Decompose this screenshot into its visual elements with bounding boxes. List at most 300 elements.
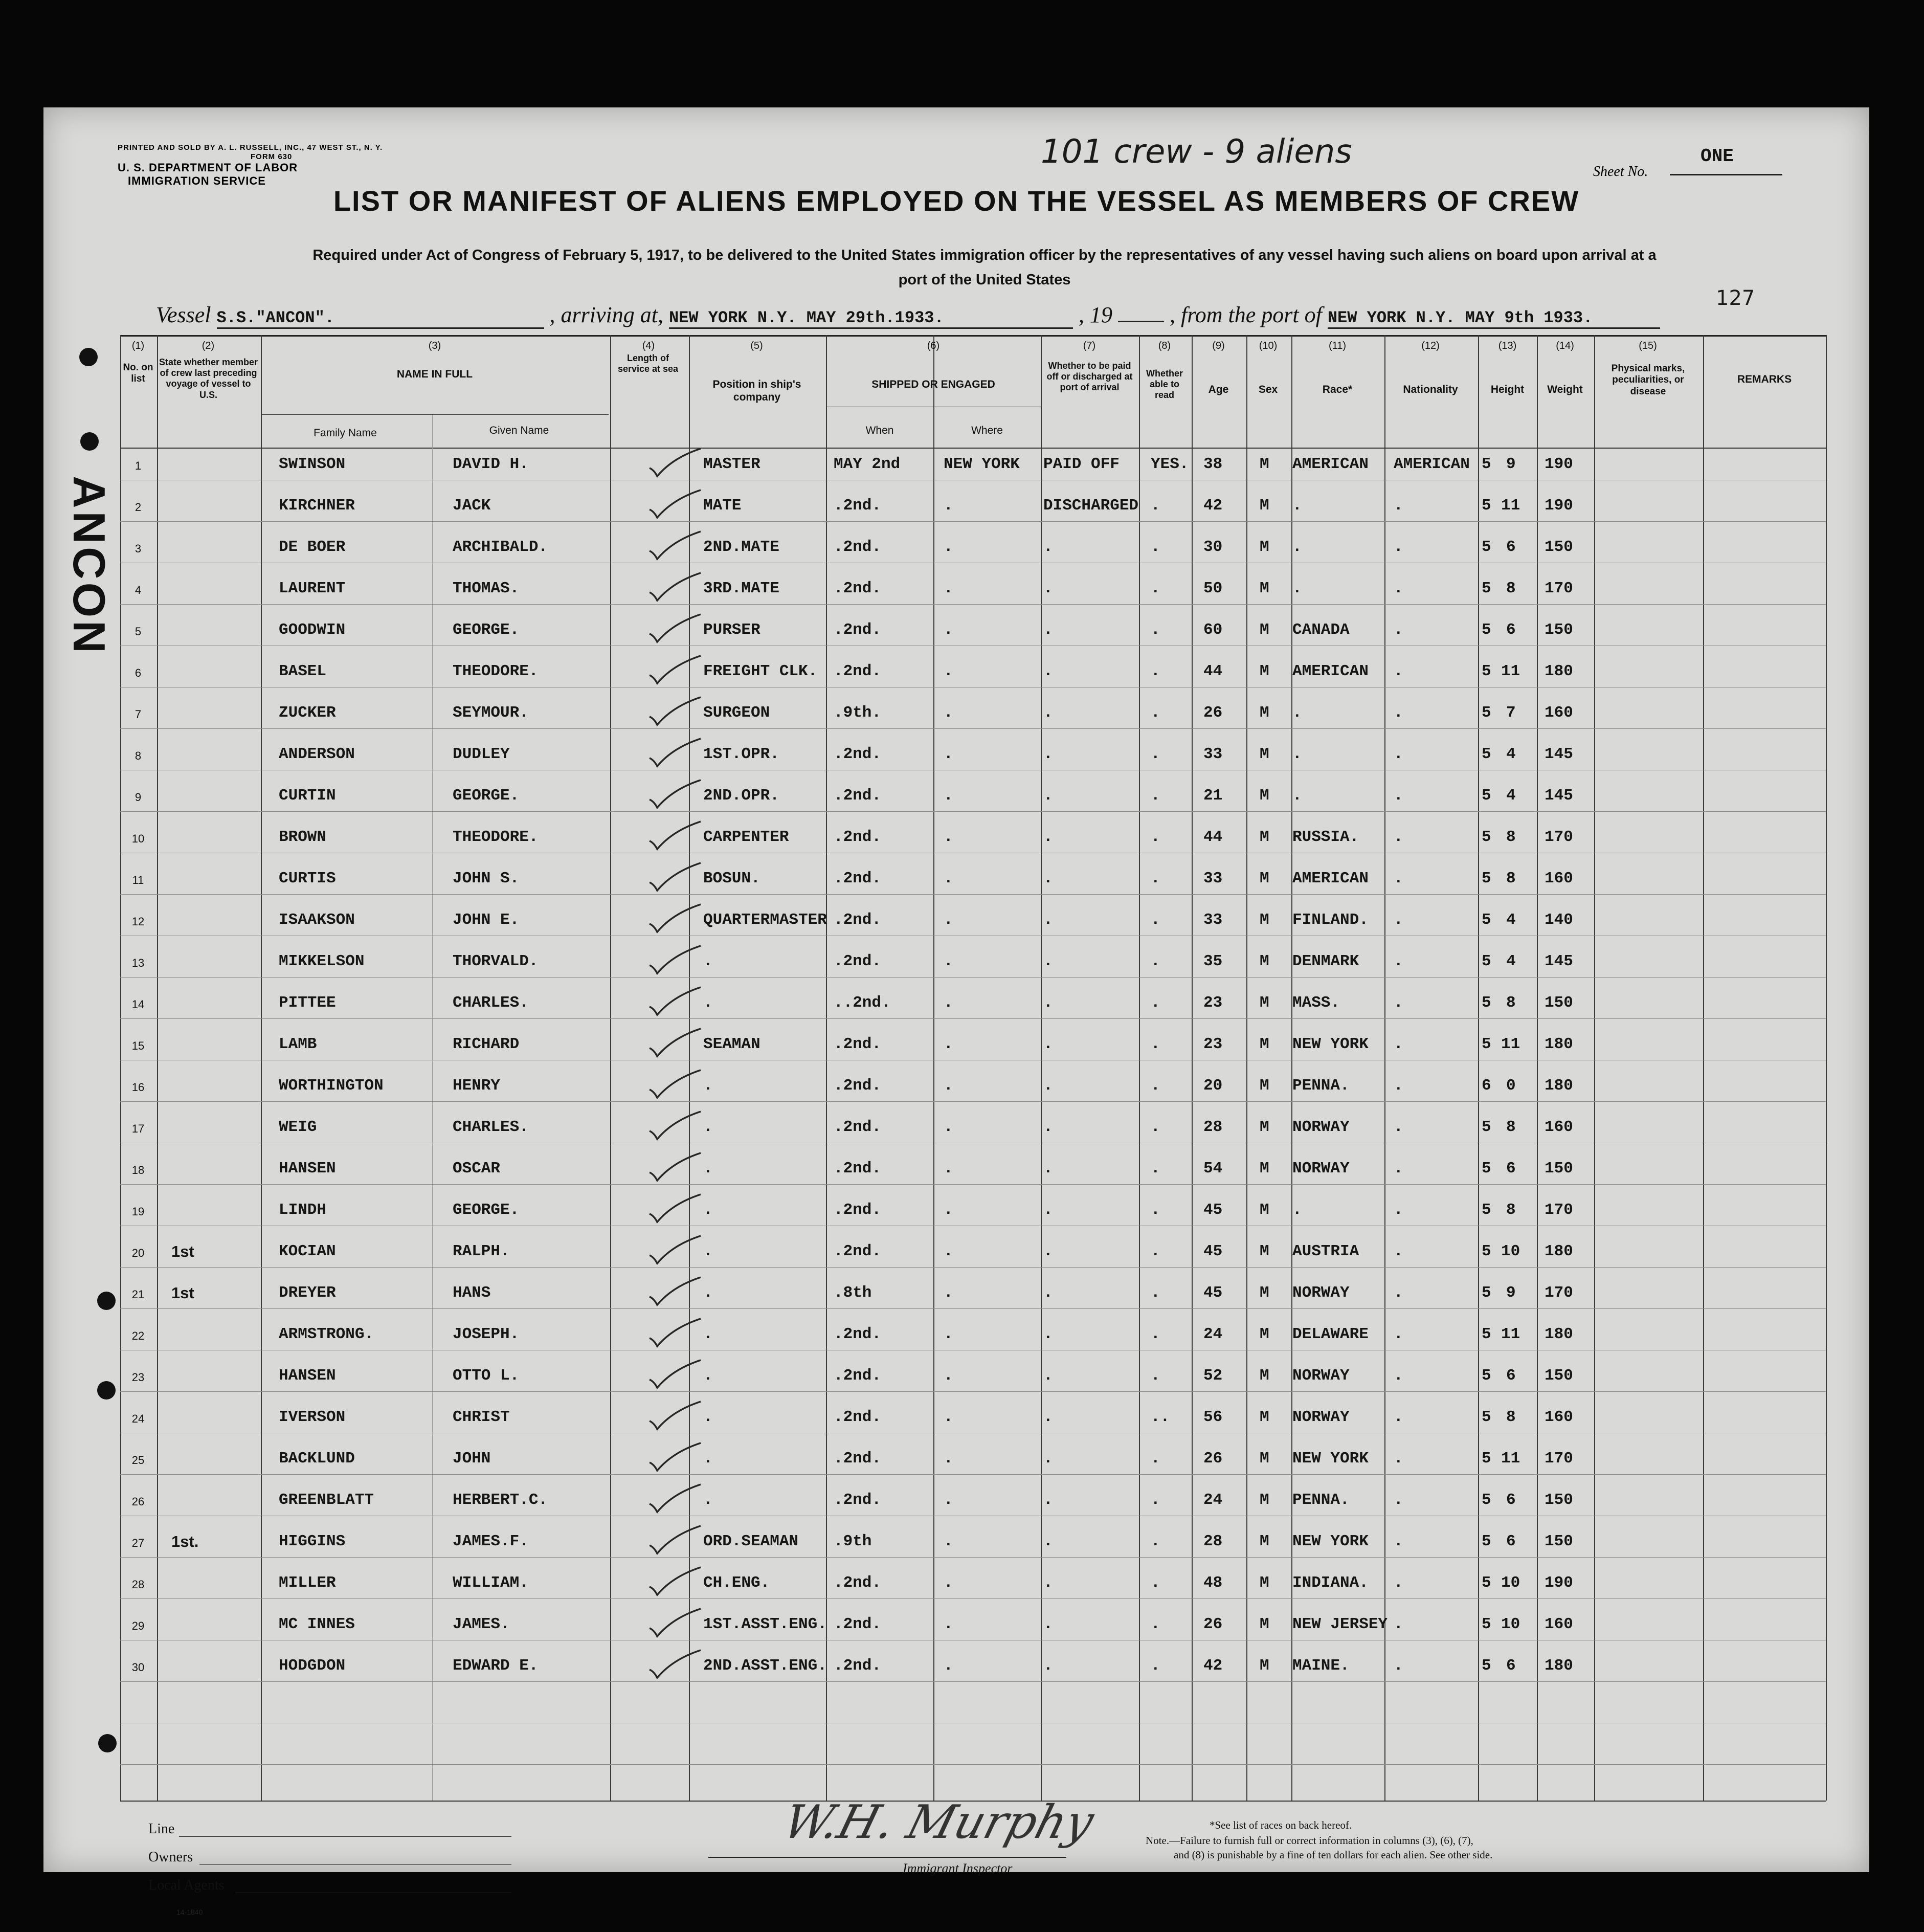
paid-off-cell: .: [1043, 1201, 1053, 1219]
height-feet-cell: 5: [1482, 1491, 1491, 1509]
height-feet-cell: 5: [1482, 538, 1491, 556]
able-to-read-cell: .: [1151, 745, 1160, 763]
able-to-read-cell: .: [1151, 1284, 1160, 1302]
height-inches-cell: 11: [1501, 662, 1520, 680]
nationality-cell: .: [1394, 662, 1403, 680]
height-feet-cell: 5: [1482, 621, 1491, 639]
shipped-where-cell: .: [944, 1450, 953, 1468]
age-cell: 45: [1203, 1284, 1223, 1302]
shipped-where-cell: .: [944, 1284, 953, 1302]
height-inches-cell: 11: [1501, 1035, 1520, 1053]
check-mark-icon: [647, 1235, 703, 1265]
check-mark-icon: [647, 1608, 703, 1638]
age-cell: 24: [1203, 1491, 1223, 1509]
row-number: 28: [131, 1578, 145, 1591]
shipped-where-cell: .: [944, 911, 953, 929]
height-feet-cell: 5: [1482, 994, 1491, 1012]
col-number: (11): [1328, 340, 1347, 351]
family-name-cell: HANSEN: [279, 1160, 336, 1178]
race-cell: NORWAY: [1292, 1284, 1350, 1302]
able-to-read-cell: YES.: [1151, 455, 1189, 473]
race-cell: .: [1292, 1201, 1302, 1219]
col-number: (2): [202, 340, 215, 351]
height-feet-cell: 5: [1482, 952, 1491, 970]
shipped-when-cell: .2nd.: [834, 662, 882, 680]
year-label: , 19: [1078, 302, 1112, 327]
weight-cell: 170: [1545, 1201, 1573, 1219]
row-number: 24: [131, 1412, 145, 1425]
height-inches-cell: 8: [1506, 1118, 1516, 1136]
height-inches-cell: 6: [1506, 1367, 1516, 1385]
able-to-read-cell: .: [1151, 1615, 1160, 1633]
col-heading-remarks: REMARKS: [1737, 373, 1792, 385]
shipped-where-cell: .: [944, 1242, 953, 1260]
check-mark-icon: [647, 1276, 703, 1307]
given-name-cell: DAVID H.: [453, 455, 529, 473]
row-number: 29: [131, 1619, 145, 1632]
shipped-when-cell: .2nd.: [834, 1367, 882, 1385]
paid-off-cell: .: [1043, 1118, 1053, 1136]
family-name-cell: LINDH: [279, 1201, 327, 1219]
family-name-cell: GOODWIN: [279, 621, 346, 639]
row-number: 16: [131, 1081, 145, 1094]
check-mark-icon: [647, 1442, 703, 1473]
able-to-read-cell: .: [1151, 662, 1160, 680]
col-heading-sex: Sex: [1258, 384, 1278, 395]
able-to-read-cell: .: [1151, 994, 1160, 1012]
height-inches-cell: 4: [1506, 745, 1516, 763]
height-feet-cell: 5: [1482, 745, 1491, 763]
paid-off-cell: PAID OFF: [1043, 455, 1120, 473]
sheet-label: Sheet No.: [1593, 164, 1648, 180]
nationality-cell: .: [1394, 1574, 1403, 1592]
able-to-read-cell: .: [1151, 1201, 1160, 1219]
check-mark-icon: [647, 945, 703, 975]
height-feet-cell: 5: [1482, 1657, 1491, 1675]
paid-off-cell: .: [1043, 662, 1053, 680]
family-name-cell: ZUCKER: [279, 704, 336, 722]
paid-off-cell: .: [1043, 1533, 1053, 1550]
sex-cell: M: [1260, 1035, 1269, 1053]
able-to-read-cell: .: [1151, 1118, 1160, 1136]
row-number: 1: [135, 459, 142, 472]
col-number: (10): [1259, 340, 1278, 351]
row-number: 5: [135, 625, 142, 638]
given-name-cell: HENRY: [453, 1077, 501, 1095]
race-cell: NEW JERSEY: [1292, 1615, 1388, 1633]
height-feet-cell: 5: [1482, 1284, 1491, 1302]
nationality-cell: .: [1394, 1242, 1403, 1260]
nationality-cell: .: [1394, 538, 1403, 556]
height-feet-cell: 5: [1482, 1160, 1491, 1178]
position-cell: .: [703, 1408, 713, 1426]
position-cell: .: [703, 1450, 713, 1468]
height-inches-cell: 6: [1506, 621, 1516, 639]
fine-note: Note.—Failure to furnish full or correct information in columns (3), (6), (7),: [1146, 1834, 1473, 1847]
able-to-read-cell: .: [1151, 1450, 1160, 1468]
sex-cell: M: [1260, 911, 1269, 929]
sex-cell: M: [1260, 952, 1269, 970]
race-cell: NORWAY: [1292, 1367, 1350, 1385]
shipped-where-cell: .: [944, 538, 953, 556]
shipped-where-cell: .: [944, 1574, 953, 1592]
height-feet-cell: 5: [1482, 455, 1491, 473]
row-number: 9: [135, 791, 142, 804]
shipped-when-cell: .2nd.: [834, 1118, 882, 1136]
sex-cell: M: [1260, 1574, 1269, 1592]
able-to-read-cell: .: [1151, 621, 1160, 639]
position-cell: .: [703, 1201, 713, 1219]
weight-cell: 170: [1545, 1450, 1573, 1468]
shipped-where-cell: .: [944, 1615, 953, 1633]
shipped-when-cell: .2nd.: [834, 1035, 882, 1053]
age-cell: 42: [1203, 497, 1223, 515]
shipped-where-cell: .: [944, 870, 953, 887]
check-mark-icon: [647, 820, 703, 851]
sex-cell: M: [1260, 1657, 1269, 1675]
check-mark-icon: [647, 1566, 703, 1597]
family-name-cell: BACKLUND: [279, 1450, 355, 1468]
check-mark-icon: [647, 1152, 703, 1183]
position-cell: CARPENTER: [703, 828, 789, 846]
shipped-when-cell: .2nd.: [834, 580, 882, 597]
shipped-where-cell: .: [944, 580, 953, 597]
family-name-cell: MILLER: [279, 1574, 336, 1592]
row-number: 23: [131, 1371, 145, 1384]
check-mark-icon: [647, 448, 703, 478]
shipped-when-cell: .2nd.: [834, 497, 882, 515]
col-number: (12): [1421, 340, 1440, 351]
age-cell: 56: [1203, 1408, 1223, 1426]
nationality-cell: .: [1394, 704, 1403, 722]
check-mark-icon: [647, 655, 703, 685]
family-name-cell: KIRCHNER: [279, 497, 355, 515]
height-inches-cell: 8: [1506, 580, 1516, 597]
given-name-cell: JOHN E.: [453, 911, 520, 929]
height-inches-cell: 6: [1506, 1160, 1516, 1178]
shipped-where-cell: .: [944, 1491, 953, 1509]
row-number: 30: [131, 1661, 145, 1674]
vessel-name: S.S."ANCON".: [217, 308, 544, 329]
height-feet-cell: 5: [1482, 662, 1491, 680]
check-mark-icon: [647, 1401, 703, 1431]
height-feet-cell: 5: [1482, 1574, 1491, 1592]
position-cell: .: [703, 1284, 713, 1302]
position-cell: .: [703, 952, 713, 970]
weight-cell: 180: [1545, 1242, 1573, 1260]
age-cell: 26: [1203, 1450, 1223, 1468]
height-feet-cell: 5: [1482, 1450, 1491, 1468]
family-name-cell: ISAAKSON: [279, 911, 355, 929]
position-cell: PURSER: [703, 621, 760, 639]
family-name-cell: HODGDON: [279, 1657, 346, 1675]
position-cell: FREIGHT CLK.: [703, 662, 818, 680]
nationality-cell: .: [1394, 911, 1403, 929]
row-number: 20: [131, 1247, 145, 1259]
age-cell: 50: [1203, 580, 1223, 597]
age-cell: 23: [1203, 994, 1223, 1012]
given-name-cell: JACK: [453, 497, 491, 515]
position-cell: 1ST.OPR.: [703, 745, 779, 763]
position-cell: MATE: [703, 497, 742, 515]
col-number: (8): [1158, 340, 1171, 351]
weight-cell: 160: [1545, 870, 1573, 887]
row-number: 4: [135, 584, 142, 596]
paid-off-cell: .: [1043, 538, 1053, 556]
able-to-read-cell: .: [1151, 1657, 1160, 1675]
col-heading-no: No. on list: [123, 362, 153, 385]
shipped-when-cell: ..2nd.: [834, 994, 891, 1012]
able-to-read-cell: .: [1151, 1242, 1160, 1260]
position-cell: 2ND.OPR.: [703, 787, 779, 805]
weight-cell: 150: [1545, 1533, 1573, 1550]
row-number: 26: [131, 1495, 145, 1508]
shipped-where-cell: .: [944, 1201, 953, 1219]
able-to-read-cell: .: [1151, 1160, 1160, 1178]
page-number: 127: [1716, 286, 1755, 310]
race-cell: RUSSIA.: [1292, 828, 1359, 846]
sex-cell: M: [1260, 1450, 1269, 1468]
row-number: 25: [131, 1454, 145, 1467]
page-title: LIST OR MANIFEST OF ALIENS EMPLOYED ON THE VESSEL AS MEMBERS OF CREW: [333, 185, 1580, 217]
height-inches-cell: 0: [1506, 1077, 1516, 1095]
sex-cell: M: [1260, 538, 1269, 556]
given-name-cell: ARCHIBALD.: [453, 538, 548, 556]
col-heading-previous-voyage: State whether member of crew last preceding voyage of vessel to U.S.: [159, 357, 258, 400]
weight-cell: 170: [1545, 1284, 1573, 1302]
age-cell: 38: [1203, 455, 1223, 473]
family-name-cell: CURTIN: [279, 787, 336, 805]
row-number: 3: [135, 542, 142, 555]
row-number: 17: [131, 1122, 145, 1135]
age-cell: 45: [1203, 1242, 1223, 1260]
weight-cell: 140: [1545, 911, 1573, 929]
col-heading-given-name: Given Name: [489, 425, 549, 436]
family-name-cell: IVERSON: [279, 1408, 346, 1426]
row-number: 8: [135, 749, 142, 762]
shipped-when-cell: .2nd.: [834, 787, 882, 805]
weight-cell: 160: [1545, 1408, 1573, 1426]
shipped-when-cell: .2nd.: [834, 1615, 882, 1633]
weight-cell: 180: [1545, 1077, 1573, 1095]
age-cell: 28: [1203, 1533, 1223, 1550]
paid-off-cell: .: [1043, 952, 1053, 970]
age-cell: 45: [1203, 1201, 1223, 1219]
check-mark-icon: [647, 1193, 703, 1224]
row-number: 2: [135, 501, 142, 514]
position-cell: 3RD.MATE: [703, 580, 779, 597]
given-name-cell: RALPH.: [453, 1242, 510, 1260]
row-number: 12: [131, 915, 145, 928]
able-to-read-cell: .: [1151, 580, 1160, 597]
height-feet-cell: 5: [1482, 1242, 1491, 1260]
given-name-cell: CHARLES.: [453, 994, 529, 1012]
nationality-cell: .: [1394, 1160, 1403, 1178]
form-code: 14-1840: [176, 1908, 203, 1916]
height-inches-cell: 8: [1506, 994, 1516, 1012]
col-heading-height: Height: [1490, 384, 1525, 395]
position-cell: .: [703, 1118, 713, 1136]
weight-cell: 180: [1545, 1325, 1573, 1343]
check-mark-icon: [647, 1069, 703, 1100]
age-cell: 44: [1203, 828, 1223, 846]
shipped-where-cell: .: [944, 1035, 953, 1053]
race-cell: .: [1292, 787, 1302, 805]
sex-cell: M: [1260, 994, 1269, 1012]
check-mark-icon: [647, 903, 703, 934]
weight-cell: 180: [1545, 662, 1573, 680]
shipped-when-cell: .2nd.: [834, 1077, 882, 1095]
nationality-cell: .: [1394, 1450, 1403, 1468]
prev-voyage-cell: 1st.: [171, 1533, 199, 1550]
given-name-cell: THORVALD.: [453, 952, 539, 970]
sex-cell: M: [1260, 745, 1269, 763]
height-inches-cell: 11: [1501, 1450, 1520, 1468]
shipped-where-cell: .: [944, 787, 953, 805]
able-to-read-cell: .: [1151, 704, 1160, 722]
paid-off-cell: .: [1043, 1035, 1053, 1053]
age-cell: 54: [1203, 1160, 1223, 1178]
race-cell: .: [1292, 704, 1302, 722]
height-inches-cell: 8: [1506, 1408, 1516, 1426]
family-name-cell: HANSEN: [279, 1367, 336, 1385]
nationality-cell: .: [1394, 1118, 1403, 1136]
race-cell: NEW YORK: [1292, 1533, 1369, 1550]
family-name-cell: MIKKELSON: [279, 952, 365, 970]
nationality-cell: .: [1394, 787, 1403, 805]
weight-cell: 145: [1545, 952, 1573, 970]
weight-cell: 145: [1545, 787, 1573, 805]
shipped-when-cell: .2nd.: [834, 1325, 882, 1343]
shipped-when-cell: .2nd.: [834, 828, 882, 846]
sheet-number: ONE: [1701, 146, 1734, 167]
shipped-where-cell: .: [944, 662, 953, 680]
weight-cell: 150: [1545, 1491, 1573, 1509]
check-mark-icon: [647, 613, 703, 644]
paid-off-cell: .: [1043, 1077, 1053, 1095]
age-cell: 42: [1203, 1657, 1223, 1675]
given-name-cell: HANS: [453, 1284, 491, 1302]
sex-cell: M: [1260, 1201, 1269, 1219]
able-to-read-cell: .: [1151, 1533, 1160, 1550]
race-cell: MAINE.: [1292, 1657, 1350, 1675]
family-name-cell: CURTIS: [279, 870, 336, 887]
shipped-where-cell: .: [944, 1533, 953, 1550]
row-number: 7: [135, 708, 142, 721]
col-heading-where: Where: [971, 425, 1003, 436]
shipped-when-cell: .2nd.: [834, 1657, 882, 1675]
row-number: 19: [131, 1205, 145, 1218]
able-to-read-cell: .: [1151, 1077, 1160, 1095]
nationality-cell: .: [1394, 1533, 1403, 1550]
age-cell: 26: [1203, 704, 1223, 722]
sex-cell: M: [1260, 1077, 1269, 1095]
shipped-when-cell: .2nd.: [834, 745, 882, 763]
weight-cell: 180: [1545, 1035, 1573, 1053]
shipped-where-cell: .: [944, 745, 953, 763]
age-cell: 28: [1203, 1118, 1223, 1136]
sex-cell: M: [1260, 580, 1269, 597]
col-number: (13): [1498, 340, 1517, 351]
family-name-cell: LAMB: [279, 1035, 317, 1053]
given-name-cell: WILLIAM.: [453, 1574, 529, 1592]
given-name-cell: EDWARD E.: [453, 1657, 539, 1675]
family-name-cell: SWINSON: [279, 455, 346, 473]
subtitle-line: Required under Act of Congress of February 5, 1917, to be delivered to the United States immigration officer by the representatives of any vessel having such aliens on board upon arrival at a: [312, 247, 1657, 263]
departure-port-date: NEW YORK N.Y. MAY 9th 1933.: [1328, 308, 1660, 329]
height-feet-cell: 5: [1482, 911, 1491, 929]
row-number: 14: [131, 998, 145, 1011]
shipped-when-cell: .2nd.: [834, 538, 882, 556]
sex-cell: M: [1260, 828, 1269, 846]
col-number: (15): [1639, 340, 1657, 351]
nationality-cell: .: [1394, 870, 1403, 887]
check-mark-icon: [647, 530, 703, 561]
given-name-cell: GEORGE.: [453, 1201, 520, 1219]
weight-cell: 150: [1545, 1367, 1573, 1385]
given-name-cell: THOMAS.: [453, 580, 520, 597]
height-feet-cell: 5: [1482, 1408, 1491, 1426]
race-cell: CANADA: [1292, 621, 1350, 639]
height-inches-cell: 10: [1501, 1615, 1520, 1633]
paid-off-cell: .: [1043, 787, 1053, 805]
paid-off-cell: .: [1043, 1242, 1053, 1260]
race-cell: DELAWARE: [1292, 1325, 1369, 1343]
sex-cell: M: [1260, 787, 1269, 805]
race-cell: AMERICAN: [1292, 662, 1369, 680]
col-heading-nationality: Nationality: [1403, 384, 1458, 395]
arriving-label: , arriving at,: [549, 302, 663, 327]
family-name-cell: ANDERSON: [279, 745, 355, 763]
stamp-text: ANCON: [64, 476, 115, 656]
family-name-cell: PITTEE: [279, 994, 336, 1012]
age-cell: 44: [1203, 662, 1223, 680]
race-cell: NEW YORK: [1292, 1035, 1369, 1053]
shipped-when-cell: .2nd.: [834, 870, 882, 887]
given-name-cell: RICHARD: [453, 1035, 520, 1053]
height-inches-cell: 11: [1501, 497, 1520, 515]
check-mark-icon: [647, 1318, 703, 1348]
family-name-cell: LAURENT: [279, 580, 346, 597]
position-cell: .: [703, 1491, 713, 1509]
age-cell: 33: [1203, 745, 1223, 763]
check-mark-icon: [647, 1649, 703, 1680]
paid-off-cell: .: [1043, 1408, 1053, 1426]
col-heading-paid-off: Whether to be paid off or discharged at port of arrival: [1046, 361, 1133, 393]
nationality-cell: .: [1394, 952, 1403, 970]
shipped-where-cell: .: [944, 828, 953, 846]
race-cell: NEW YORK: [1292, 1450, 1369, 1468]
able-to-read-cell: .: [1151, 497, 1160, 515]
nationality-cell: .: [1394, 1491, 1403, 1509]
position-cell: .: [703, 1242, 713, 1260]
handwritten-crew-count: 101 crew - 9 aliens: [1041, 133, 1352, 171]
able-to-read-cell: .: [1151, 1325, 1160, 1343]
weight-cell: 145: [1545, 745, 1573, 763]
race-cell: .: [1292, 580, 1302, 597]
height-inches-cell: 7: [1506, 704, 1516, 722]
able-to-read-cell: .: [1151, 1574, 1160, 1592]
given-name-cell: JOHN S.: [453, 870, 520, 887]
shipped-where-cell: .: [944, 952, 953, 970]
paid-off-cell: .: [1043, 1450, 1053, 1468]
sex-cell: M: [1260, 662, 1269, 680]
shipped-where-cell: .: [944, 621, 953, 639]
nationality-cell: .: [1394, 580, 1403, 597]
sex-cell: M: [1260, 870, 1269, 887]
shipped-when-cell: .8th: [834, 1284, 872, 1302]
col-number: (7): [1083, 340, 1096, 351]
